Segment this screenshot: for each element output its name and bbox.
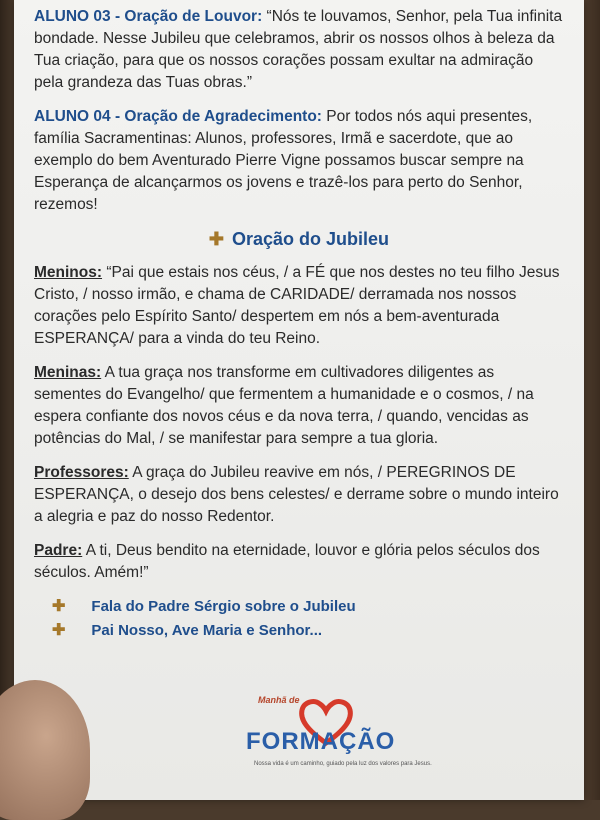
aluno04-label: ALUNO 04 - Oração de Agradecimento:: [34, 108, 322, 125]
bullet-text: Pai Nosso, Ave Maria e Senhor...: [91, 622, 323, 639]
aluno03-text: “Nós te louvamos, Senhor, pela Tua infinita bondade. Nesse Jubileu que celebramos, abrir os nossos olhos à beleza da Tua criação, para que os nossos corações possam exultar na admiração pela grandeza das Tuas obras.”: [34, 8, 563, 91]
prayer-padre: [34, 540, 564, 584]
cross-icon: ✚: [208, 229, 225, 249]
role-label: Meninas:: [34, 364, 102, 381]
section-heading: [34, 228, 564, 250]
prayer-text: A graça do Jubileu reavive em nós, / PEREGRINOS DE ESPERANÇA, o desejo dos bens celestes/ e derrame sobre o mundo inteiro a alegria e paz do nosso Redentor.: [34, 464, 559, 525]
logo-tagline: Nossa vida é um caminho, guiado pela luz dos valores para Jesus.: [254, 761, 432, 767]
aluno03-label: ALUNO 03 - Oração de Louvor:: [34, 8, 263, 25]
paper-sheet: [14, 0, 584, 800]
prayer-text: A ti, Deus bendito na eternidade, louvor e glória pelos séculos dos séculos. Amém!”: [34, 542, 540, 581]
bullet-item: [52, 596, 564, 618]
bullet-text: Fala do Padre Sérgio sobre o Jubileu: [91, 598, 356, 615]
role-label: Meninos:: [34, 264, 103, 281]
section-title: Oração do Jubileu: [232, 229, 390, 249]
prayer-meninas: [34, 362, 564, 450]
prayer-text: A tua graça nos transforme em cultivadores diligentes as sementes do Evangelho/ que fermentem a humanidade e o cosmos, / na espera confiante dos novos céus e da nova terra, / quando, vencidas as potências do Mal, / se manifestar para sempre a tua gloria.: [34, 364, 534, 447]
role-label: Professores:: [34, 464, 129, 481]
aluno03-paragraph: [34, 6, 564, 94]
logo-top-text: Manhã de: [258, 695, 300, 705]
aluno04-text: Por todos nós aqui presentes, família Sacramentinas: Alunos, professores, Irmã e sacerdote, que ao exemplo do bem Aventurado Pierre Vigne possamos buscar sempre na Esperança de alcançarmos os jovens e trazê-los para perto do Senhor, rezemos!: [34, 108, 533, 213]
cross-icon: ✚: [52, 598, 66, 615]
aluno04-paragraph: [34, 106, 564, 216]
logo-main-text: FORMAÇÃO: [246, 728, 396, 755]
cross-icon: ✚: [52, 622, 66, 639]
logo: [234, 695, 432, 775]
prayer-professores: [34, 462, 564, 528]
prayer-text: “Pai que estais nos céus, / a FÉ que nos destes no teu filho Jesus Cristo, / nosso irmão, e chama de CARIDADE/ derramada nos nossos corações pelo Espírito Santo/ despertem em nós a bem-aventurada ESPERANÇA/ para a vinda do teu Reino.: [34, 264, 560, 347]
role-label: Padre:: [34, 542, 83, 559]
document-content: [34, 6, 564, 644]
bullet-item: [52, 620, 564, 642]
prayer-meninos: [34, 262, 564, 350]
